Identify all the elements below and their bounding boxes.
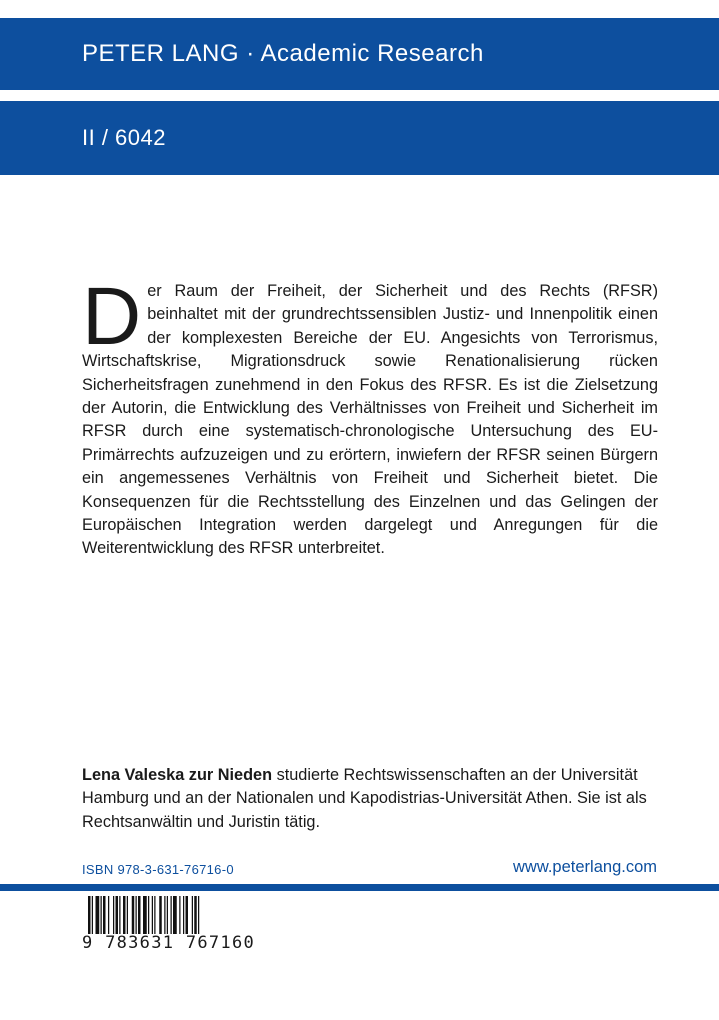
publisher-title: PETER LANG · Academic Research [82, 40, 484, 67]
barcode-bar [96, 896, 100, 934]
barcode-bar [192, 896, 193, 934]
barcode-bar [171, 896, 172, 934]
barcode-bar [198, 896, 199, 934]
barcode-bar [108, 896, 109, 934]
barcode-bar [127, 896, 128, 934]
drop-cap: D [82, 271, 142, 362]
barcode-bar [143, 896, 147, 934]
barcode-bar [123, 896, 126, 934]
barcode-bar [152, 896, 153, 934]
barcode-bar [88, 896, 91, 934]
barcode-bar [164, 896, 165, 934]
barcode-bar [179, 896, 180, 934]
barcode-bar [136, 896, 137, 934]
isbn-label: ISBN 978-3-631-76716-0 [82, 862, 234, 877]
barcode-bar [103, 896, 106, 934]
series-number: II / 6042 [82, 125, 167, 150]
footer-rule [0, 884, 719, 891]
barcode-bar [101, 896, 102, 934]
author-bio [82, 764, 658, 834]
barcode-digits: 9 783631 767160 [82, 933, 256, 953]
barcode-bar [116, 896, 119, 934]
barcode [82, 894, 242, 936]
author-name: Lena Valeska zur Nieden [82, 766, 273, 784]
publisher-band [0, 18, 719, 90]
series-band [0, 101, 719, 175]
book-blurb [82, 271, 658, 561]
barcode-bar [92, 896, 93, 934]
barcode-bar [173, 896, 177, 934]
publisher-url[interactable]: www.peterlang.com [513, 858, 657, 876]
barcode-bar [138, 896, 141, 934]
blurb-text: er Raum der Freiheit, der Sicherheit und des Rechts (RFSR) beinhaltet mit der grundrechtssensiblen Justiz- und Innenpolitik einen der komplexesten Bereiche der EU. Angesichts von Terrorismus, Wirtschaftskrise, Migrationsdruck sowie Renationalisierung rücken Sicherheitsfragen zunehmend in den Fokus des RFSR. Es ist die Zielsetzung der Autorin, die Entwicklung des Verhältnisses von Freiheit und Sicherheit im RFSR durch eine systematisch-chronologische Untersuchung des EU-Primärrechts aufzuzeigen und zu erörtern, inwiefern der RFSR seinen Bürgern ein angemessenes Verhältnis von Freiheit und Sicherheit bietet. Die Konsequenzen für die Rechtsstellung des Einzelnen und das Gelingen der Europäischen Integration werden dargelegt und Anregungen für die Weiterentwicklung des RFSR unterbreitet. [82, 282, 658, 558]
barcode-bar [186, 896, 189, 934]
barcode-bar [194, 896, 197, 934]
barcode-bars-icon [82, 894, 242, 936]
barcode-bar [132, 896, 135, 934]
barcode-bar [119, 896, 120, 934]
barcode-bar [154, 896, 155, 934]
barcode-bar [113, 896, 114, 934]
author-bio-text: studierte Rechtswissenschaften an der Universität Hamburg und an der Nationalen und Kapodistrias-Universität Athen. Sie ist als Rechtsanwältin und Juristin tätig. [82, 766, 647, 831]
barcode-bar [159, 896, 162, 934]
barcode-bar [183, 896, 184, 934]
barcode-bar [148, 896, 149, 934]
barcode-bar [167, 896, 168, 934]
